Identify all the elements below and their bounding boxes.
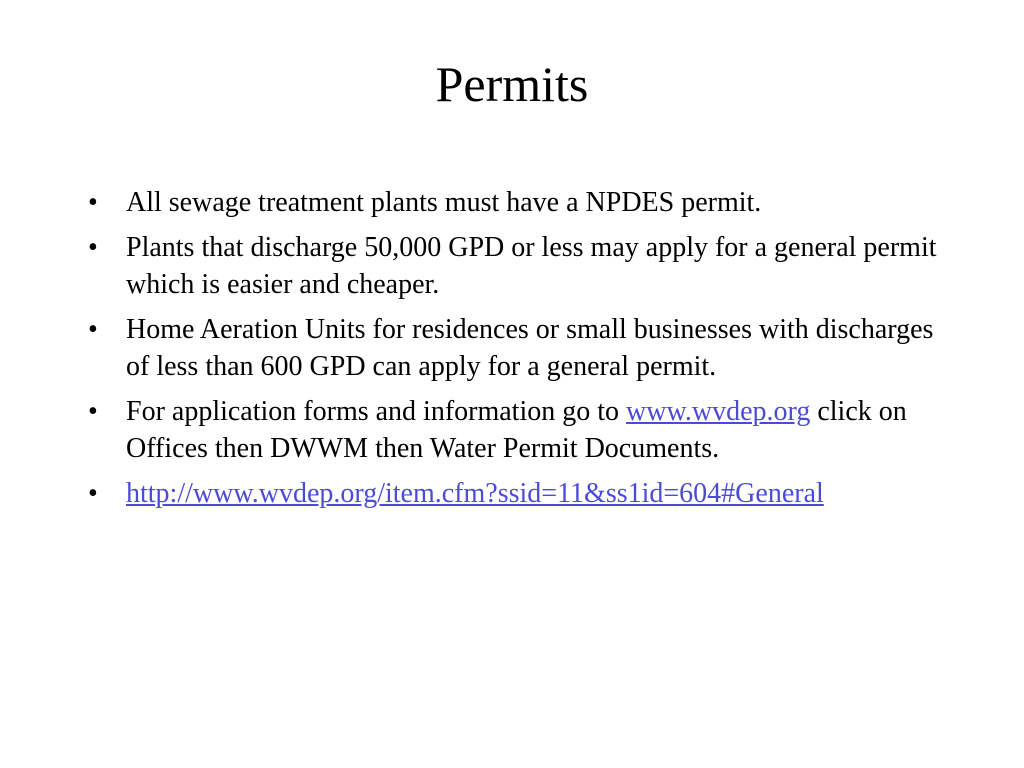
bullet-item-application-forms bbox=[88, 393, 938, 467]
bullet-dot-icon: • bbox=[88, 314, 98, 345]
bullet-item-home-aeration bbox=[88, 311, 938, 385]
general-permit-url-link[interactable]: http://www.wvdep.org/item.cfm?ssid=11&ss1id=604#General bbox=[126, 478, 824, 509]
bullet-text: All sewage treatment plants must have a NPDES permit. bbox=[126, 187, 762, 218]
bullet-dot-icon: • bbox=[88, 187, 98, 218]
bullet-text-after-link: click on Offices then DWWM then Water Permit Documents. bbox=[126, 396, 907, 464]
slide-title: Permits bbox=[435, 56, 589, 112]
bullet-dot-icon: • bbox=[88, 478, 98, 509]
bullet-list bbox=[88, 184, 938, 520]
bullet-item-general-permit bbox=[88, 229, 938, 303]
bullet-text-before-link: For application forms and information go to bbox=[126, 396, 620, 427]
wvdep-home-link[interactable]: www.wvdep.org bbox=[626, 396, 811, 427]
bullet-text: Home Aeration Units for residences or small businesses with discharges of less than 600 GPD can apply for a general permit. bbox=[126, 314, 934, 382]
bullet-text: Plants that discharge 50,000 GPD or less may apply for a general permit which is easier and cheaper. bbox=[126, 232, 937, 300]
bullet-item-general-permit-url bbox=[88, 475, 938, 512]
bullet-dot-icon: • bbox=[88, 396, 98, 427]
bullet-item-npdes bbox=[88, 184, 938, 221]
bullet-dot-icon: • bbox=[88, 232, 98, 263]
